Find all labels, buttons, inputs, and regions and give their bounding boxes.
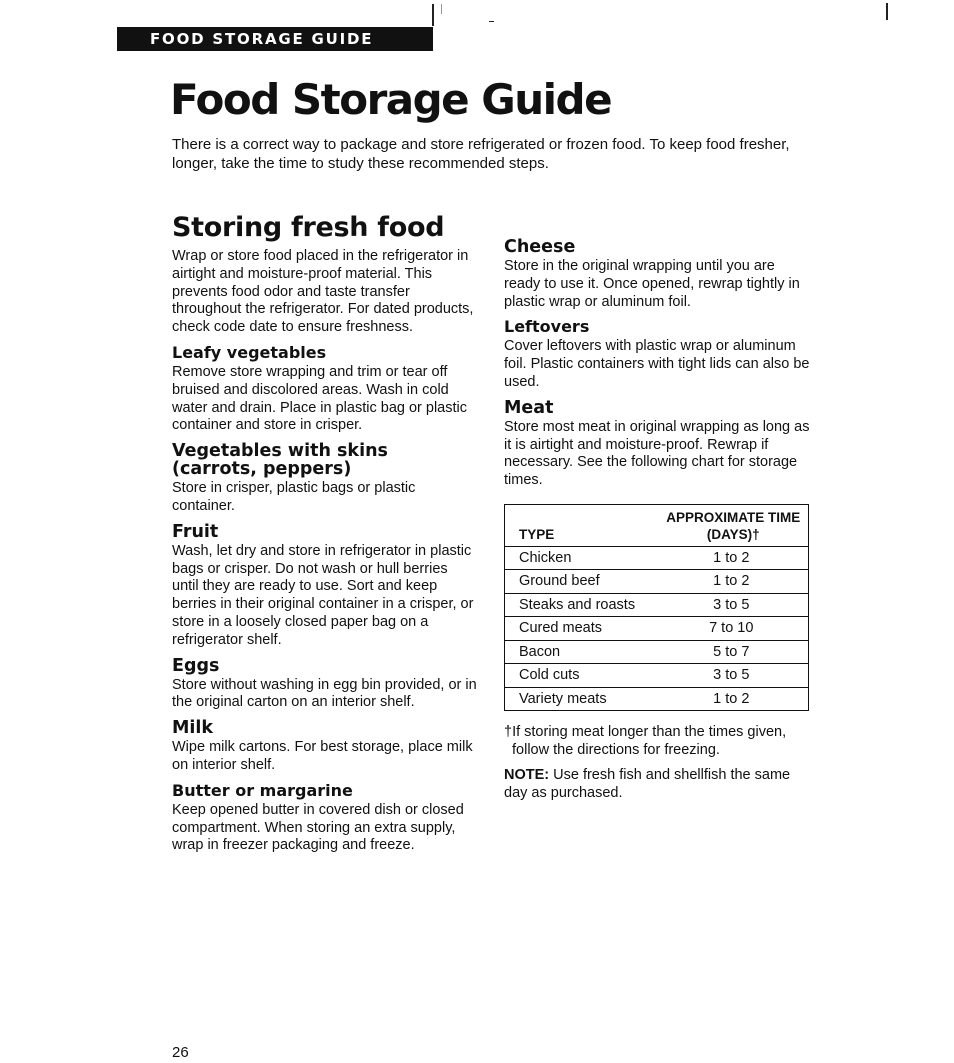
leafy-vegetables-text: Remove store wrapping and trim or tear off bruised and discolored areas. Wash in cold water and drain. Place in plastic bag or plastic container and store in crisper. [172, 363, 467, 434]
crop-mark-right [886, 3, 888, 20]
left-column [172, 210, 477, 855]
meat-storage-table [504, 504, 809, 712]
table-row [505, 617, 809, 641]
meat-type-cell: Chicken [505, 546, 659, 570]
meat-type-cell: Bacon [505, 640, 659, 664]
meat-type-cell: Ground beef [505, 570, 659, 594]
meat-type-cell: Cured meats [505, 617, 659, 641]
days-column-header [659, 504, 809, 546]
storage-days-cell: 3 to 5 [659, 664, 809, 688]
fruit-text: Wash, let dry and store in refrigerator in plastic bags or crisper. Do not wash or hull berries until they are ready to use. Sort and keep berries in their original container in a crisper, or store in a loosely closed paper bag on a refrigerator shelf. [172, 542, 474, 648]
note-label: NOTE: [504, 767, 550, 784]
storing-fresh-food-text: Wrap or store food placed in the refrigerator in airtight and moisture-proof material. This prevents food odor and taste transfer throughout the refrigerator. For dated products, check code date to ensure freshness. [172, 248, 474, 336]
section-banner: FOOD STORAGE GUIDE [117, 27, 433, 51]
meat-type-cell: Cold cuts [505, 664, 659, 688]
page-intro: There is a correct way to package and store refrigerated or frozen food. To keep food fresher, longer, take the time to study these recommended steps. [172, 136, 790, 172]
type-column-header: TYPE [505, 504, 659, 546]
crop-mark-dash [489, 21, 494, 22]
storage-days-cell: 1 to 2 [659, 570, 809, 594]
table-row [505, 546, 809, 570]
vegetables-with-skins-heading: Vegetables with skins (carrots, peppers) [172, 441, 388, 480]
days-header-line2: (DAYS)† [706, 526, 760, 542]
table-row [505, 593, 809, 617]
vegetables-with-skins-text: Store in crisper, plastic bags or plastic container. [172, 480, 416, 514]
table-header-row [505, 504, 809, 546]
table-row [505, 640, 809, 664]
days-header-line1: APPROXIMATE TIME [666, 509, 801, 525]
storage-days-cell: 1 to 2 [659, 546, 809, 570]
right-column [504, 238, 814, 802]
butter-margarine-text: Keep opened butter in covered dish or closed compartment. When storing an extra supply, wrap in freezer packaging and freeze. [172, 801, 464, 854]
table-row [505, 570, 809, 594]
storing-fresh-food-heading: Storing fresh food [172, 212, 445, 243]
meat-type-cell: Steaks and roasts [505, 593, 659, 617]
storage-days-cell: 7 to 10 [659, 617, 809, 641]
table-row [505, 687, 809, 711]
table-row [505, 664, 809, 688]
fish-note [504, 766, 814, 802]
crop-mark-center [441, 4, 442, 14]
crop-mark-left [432, 4, 434, 26]
leafy-vegetables-heading: Leafy vegetables [172, 342, 327, 362]
leftovers-heading: Leftovers [504, 317, 590, 337]
storage-days-cell: 3 to 5 [659, 593, 809, 617]
page-number: 26 [172, 1044, 189, 1061]
meat-type-cell: Variety meats [505, 687, 659, 711]
butter-margarine-heading: Butter or margarine [172, 780, 353, 800]
meat-text: Store most meat in original wrapping as long as it is airtight and moisture-proof. Rewrap if necessary. See the following chart for storage times. [504, 418, 810, 489]
table-footnote: †If storing meat longer than the times given, follow the directions for freezing. [504, 724, 787, 759]
milk-text: Wipe milk cartons. For best storage, place milk on interior shelf. [172, 739, 473, 773]
note-text: Use fresh fish and shellfish the same day as purchased. [504, 767, 791, 802]
page-title: Food Storage Guide [170, 75, 612, 124]
leftovers-text: Cover leftovers with plastic wrap or aluminum foil. Plastic containers with tight lids can also be used. [504, 338, 810, 390]
fruit-heading: Fruit [172, 521, 219, 542]
cheese-heading: Cheese [504, 237, 576, 257]
milk-heading: Milk [172, 718, 214, 739]
storage-days-cell: 5 to 7 [659, 640, 809, 664]
cheese-text: Store in the original wrapping until you are ready to use it. Once opened, rewrap tightly in plastic wrap or aluminum foil. [504, 258, 800, 310]
storage-days-cell: 1 to 2 [659, 687, 809, 711]
eggs-heading: Eggs [172, 655, 220, 676]
eggs-text: Store without washing in egg bin provided, or in the original carton on an interior shelf. [172, 676, 477, 711]
meat-heading: Meat [504, 397, 554, 418]
